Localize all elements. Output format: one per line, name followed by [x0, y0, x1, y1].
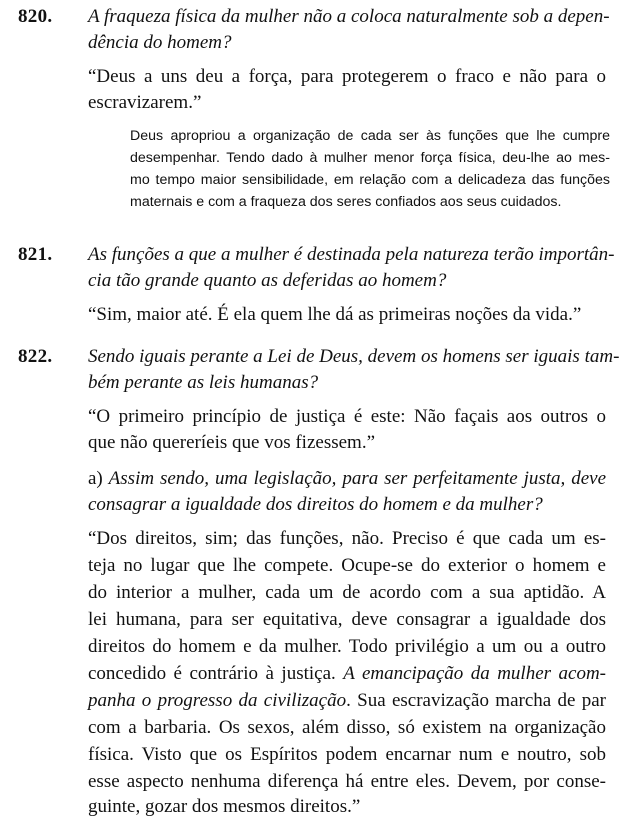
sub-answer-822a-line-4: lei humana, para ser equitativa, deve consagrar a igualdade dos: [88, 609, 606, 630]
question-number-821: 821.: [18, 244, 53, 265]
sub-answer-822a-line-9: física. Visto que os Espíritos podem encarnar num e noutro, sob: [88, 744, 606, 765]
answer-822-line-1: “O primeiro princípio de justiça é este: Não façais aos outros o: [88, 406, 606, 427]
sub-answer-822a-line-11: guinte, gozar dos mesmos direitos.”: [88, 796, 361, 817]
commentary-820-line-1: Deus apropriou a organização de cada ser às funções que lhe cumpre: [130, 128, 610, 144]
question-822-line-1: Sendo iguais perante a Lei de Deus, devem os homens ser iguais tam-: [88, 346, 620, 367]
question-822-line-2: bém perante as leis humanas?: [88, 372, 319, 393]
answer-821-line-1: “Sim, maior até. É ela quem lhe dá as primeiras noções da vida.”: [88, 304, 582, 325]
sub-question-822a-text-1: Assim sendo, uma legislação, para ser perfeitamente justa, deve: [108, 468, 606, 489]
answer-820-line-1: “Deus a uns deu a força, para protegerem o fraco e não para o: [88, 66, 606, 87]
commentary-820-line-2: desempenhar. Tendo dado à mulher menor força física, deu-lhe ao mes-: [130, 150, 610, 166]
sub-answer-822a-line-5: direitos do homem e da mulher. Todo privilégio a um ou a outro: [88, 636, 606, 657]
sub-answer-822a-line-2: teja no lugar que lhe compete. Ocupe-se do exterior o homem e: [88, 555, 606, 576]
emancipation-phrase-part-1: A emancipação da mulher acom-: [343, 663, 606, 684]
question-number-820: 820.: [18, 6, 53, 27]
sub-answer-822a-line-3: do interior a mulher, cada um de acordo com a sua aptidão. A: [88, 582, 606, 603]
sub-answer-822a-line-1: “Dos direitos, sim; das funções, não. Preciso é que cada um es-: [88, 528, 606, 549]
emancipation-phrase-part-2: panha o progresso da civilização: [88, 690, 347, 711]
question-821-line-1: As funções a que a mulher é destinada pela natureza terão importân-: [88, 244, 615, 265]
sub-answer-822a-line-8: com a barbaria. Os sexos, além disso, só existem na organização: [88, 717, 606, 738]
question-820-line-2: dência do homem?: [88, 32, 232, 53]
question-820-line-1: A fraqueza física da mulher não a coloca naturalmente sob a depen-: [88, 6, 610, 27]
commentary-820-line-3: mo tempo maior sensibilidade, em relação com a delicadeza das funções: [130, 172, 610, 188]
sub-answer-822a-line-7: [88, 690, 606, 712]
sub-answer-822a-line-10: esse aspecto nenhuma diferença há entre eles. Devem, por conse-: [88, 771, 606, 792]
sub-answer-822a-line-6: [88, 663, 606, 685]
commentary-820-line-4: maternais e com a fraqueza dos seres confiados aos seus cuidados.: [130, 194, 562, 210]
answer-822-line-2: que não quereríeis que vos fizessem.”: [88, 432, 376, 453]
sub-answer-822a-line-6-plain: concedido é contrário à justiça.: [88, 663, 344, 684]
answer-820-line-2: escravizarem.”: [88, 92, 202, 113]
question-number-822: 822.: [18, 346, 53, 367]
sub-question-label: a): [88, 468, 103, 489]
sub-answer-822a-line-7-plain: . Sua escravização marcha de par: [346, 690, 606, 711]
question-821-line-2: cia tão grande quanto as deferidas ao homem?: [88, 270, 447, 291]
sub-question-822a-line-1: [88, 468, 606, 490]
sub-question-822a-line-2: consagrar a igualdade dos direitos do homem e da mulher?: [88, 494, 543, 515]
